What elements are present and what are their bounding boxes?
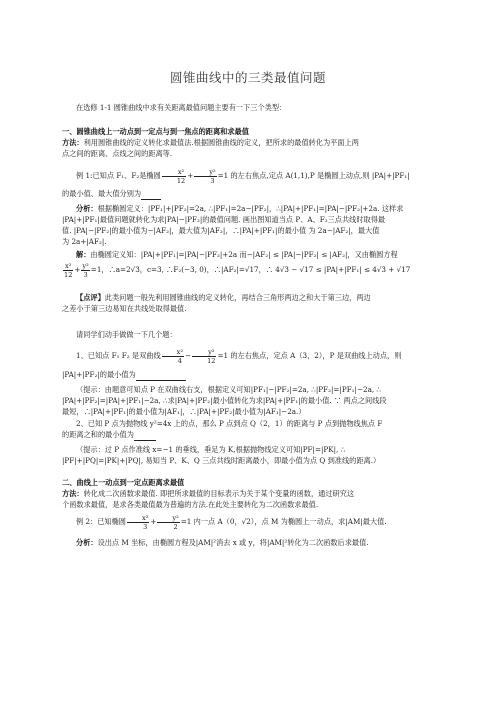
fraction: $\frac{\text{y²}}{3}$: [82, 261, 89, 279]
fraction: $\frac{\text{x²}}{3}$: [127, 514, 149, 531]
s1-method-line1: 方法：利用圆锥曲线的定义转化求最值法.根据圆锥曲线的定义，把所求的最值转化为平面上两: [62, 138, 359, 147]
q2-hint-line1: （提示：过 P 点作准线 x=−1 的垂线，垂足为 K,根据抛物线定义可知|PF|=|PK|, ∴: [76, 445, 346, 454]
q1-hint-line3: 最短，∴|PA|+|PF₁|的最小值为|AF₁|，∴|PA|+|PF₂|最小值为|AF₁|−2a.）: [62, 407, 306, 416]
s1-analysis-line1: 分析：根据椭圆定义：|PF₁|+|PF₂|=2a, ∴|PF₁|=2a−|PF₂|，∴|PA|+|PF₁|=|PA|−|PF₂|+2a. 这样求: [76, 204, 404, 213]
s1-review-line1: 【点评】此类问题一般先利用圆锥曲线的定义转化，再结合三角形两边之和大于第三边，两边: [76, 293, 371, 302]
s2-method-line1: 方法：转化成二次函数求最值. 即把所求最值的目标表示为关于某个变量的函数，通过研究这: [62, 489, 355, 498]
intro-text: 在选修 1-1 圆锥曲线中求有关距离最值问题主要有一下三个类型：: [76, 103, 287, 112]
page-title: 圆锥曲线中的三类最值问题: [169, 70, 326, 85]
section1-heading: 一、圆锥曲线上一动点到一定点与到一焦点的距离和求最值: [62, 127, 249, 136]
q1-hint-line1: （提示：由题意可知点 P 在双曲线右支，根据定义可知|PF₁|−|PF₂|=2a, ∴|PF₂|=|PF₁|−2a, ∴: [76, 385, 382, 394]
example1-line1: 例 1:已知点 F₁、F₂是椭圆 $\frac{\text{x²}}{12}$ + $\frac{\text{y²}}{3}$ =1 的左右焦点,定点 A(1,1),P 是椭圆上动点,则 |PA|+|PF₁|: [76, 167, 410, 185]
s1-solution-line2: $\frac{\text{x²}}{12}$ + $\frac{\text{y²}}{3}$ =1，∴a=2√3，c=3, ∴F₂(−3, 0)，∴|AF₂|=√17，∴ 4√3 − √17 ≤ |PA|+|PF₁| ≤ 4√3 + √17: [64, 261, 411, 279]
q1-hint-line2: |PA|+|PF₂|=|PA|+|PF₁|−2a, ∴求|PA|+|PF₂|最小值转化为求|PA|+|PF₁|的最小值. ∵ 两点之间线段: [62, 396, 387, 405]
answer-blank: [136, 369, 186, 381]
practice-prompt: 请同学们动手做做一下几个题：: [76, 330, 177, 339]
s2-analysis-line1: 分析：设出点 M 坐标，由椭圆方程及|AM|²消去 x 或 y，将|AM|²转化为二次函数后求最值.: [76, 538, 369, 547]
q2-hint-line2: |PF|+|PQ|=|PK|+|PQ|, 易知当 P、K、Q 三点共线时距离最小，即最小值为点 Q 到准线的距离.）: [62, 456, 381, 465]
question1-line1: 1、已知点 F₁ F₂ 是双曲线 $\frac{\text{x²}}{4}$ − $\frac{\text{y²}}{12}$ =1 的左右焦点，定点 A（3，2），P 是双曲线上动点，则: [76, 347, 402, 365]
s1-analysis-line3: 值. |PA|−|PF₂|的最小值为−|AF₂|，最大值为|AF₂|，∴|PA|+|PF₁|的最小值 为 2a−|AF₂|，最大值: [62, 226, 380, 235]
fraction: $\frac{\text{x²}}{12}$: [64, 261, 73, 279]
fraction: $\frac{\text{x²}}{4}$: [162, 348, 184, 365]
question1-line2: |PA|+|PF₂|的最小值为: [62, 369, 446, 381]
example2-line: 例 2：已知椭圆 $\frac{\text{x²}}{3}$ + $\frac{\text{y²}}{2}$ =1 内一点 A（0，√2），点 M 为椭圆上一动点，求|AM|最大值.: [76, 513, 387, 531]
fraction: $\frac{\text{y²}}{12}$: [192, 348, 216, 365]
answer-blank: [141, 188, 161, 200]
s1-solution-line1: 解：由椭圆定义知：|PA|+|PF₁|=|PA|−|PF₂|+2a 而−|AF₂| ≤ |PA|−|PF₂| ≤ |AF₂|，又由椭圆方程: [76, 250, 398, 259]
question2-line1: 2、已知 P 点为抛物线 y²=4x 上的点，那么 P 点到点 Q（2，1）的距离与 P 点到抛物线焦点 F: [76, 419, 383, 428]
fraction: $\frac{\text{x²}}{12}$: [162, 168, 186, 185]
answer-blank: [134, 429, 156, 441]
s1-analysis-line2: |PA|+|PF₁|最值问题就转化为求|PA|−|PF₂|的最值问题. 画出图知道当点 P、A、F₂三点共线时取得最: [62, 215, 386, 224]
fraction: $\frac{\text{y²}}{3}$: [194, 168, 216, 185]
question2-line2: 的距离之和的最小值为: [62, 429, 446, 441]
fraction: $\frac{\text{y²}}{2}$: [157, 514, 179, 531]
s1-review-line2: 之差小于第三边易知在共线处取得最值.: [62, 304, 187, 313]
s1-analysis-line4: 为 2a+|AF₂|.: [62, 237, 107, 246]
s2-method-line2: 个函数求最值，是求各类最值最为普遍的方法.在此处主要转化为二次函数求最值.: [62, 500, 319, 509]
s1-method-line2: 点之间的距离、点线之间的距离等.: [62, 149, 173, 158]
example1-line2: 的最小值、最大值分别为: [62, 188, 446, 200]
section2-heading: 二、曲线上一动点到一定点距离求最值: [62, 478, 185, 487]
